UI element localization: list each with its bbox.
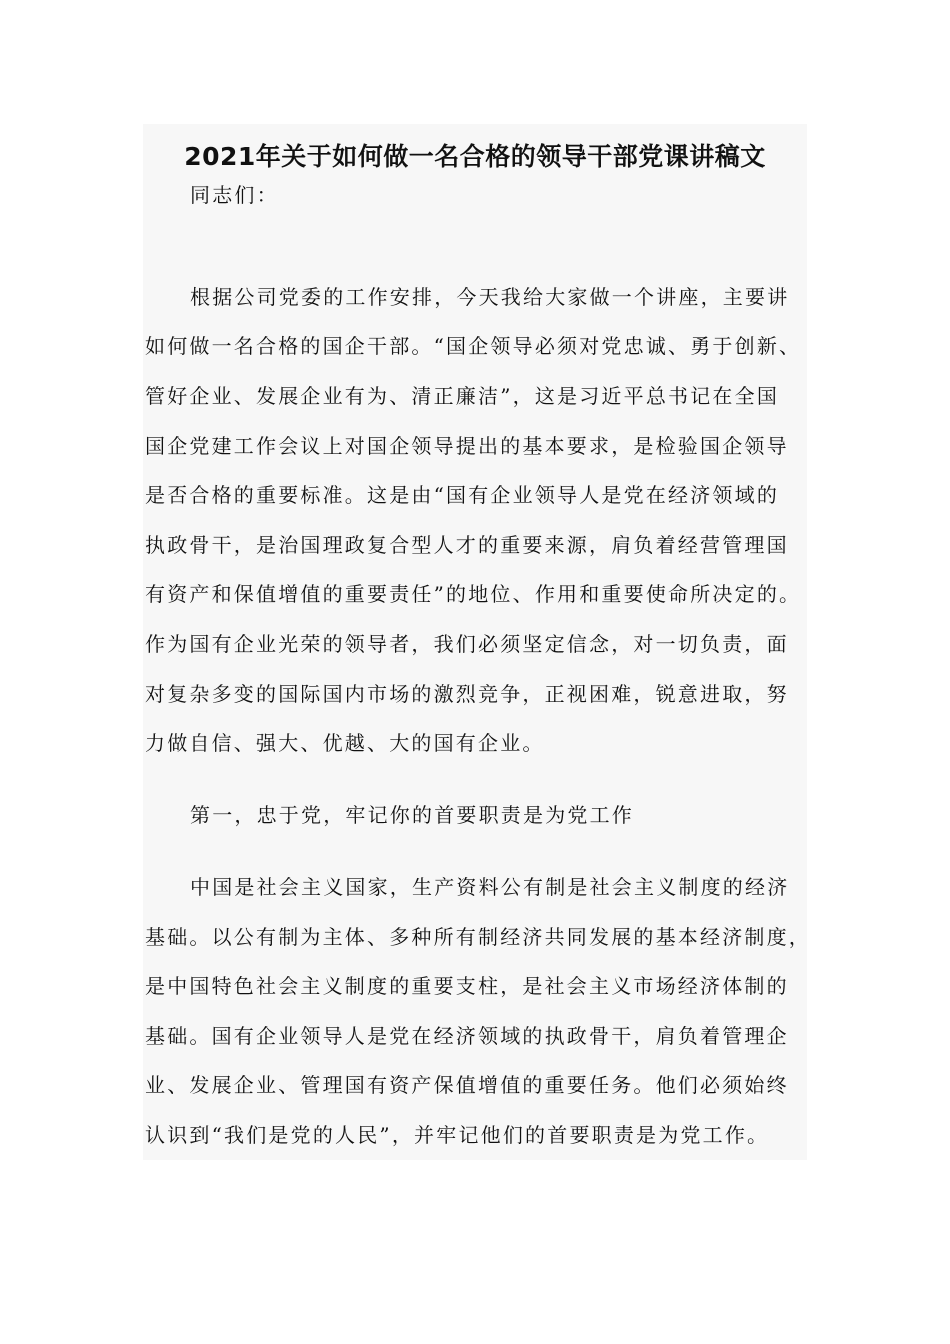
paragraph-2-line: 基础。国有企业领导人是党在经济领域的执政骨干，肩负着管理企	[145, 1024, 789, 1048]
paragraph-1-line: 执政骨干，是治国理政复合型人才的重要来源，肩负着经营管理国	[145, 533, 789, 557]
paragraph-1-line: 是否合格的重要标准。这是由“国有企业领导人是党在经济领域的	[145, 483, 780, 507]
paragraph-1-line: 管好企业、发展企业有为、清正廉洁”，这是习近平总书记在全国	[145, 384, 780, 408]
paragraph-1-line: 根据公司党委的工作安排，今天我给大家做一个讲座，主要讲	[190, 285, 790, 309]
section-1-heading: 第一，忠于党，牢记你的首要职责是为党工作	[190, 803, 634, 827]
paragraph-1-line: 国企党建工作会议上对国企领导提出的基本要求，是检验国企领导	[145, 434, 789, 458]
paragraph-1-line: 作为国有企业光荣的领导者，我们必须坚定信念，对一切负责，面	[145, 632, 789, 656]
paragraph-1-line: 力做自信、强大、优越、大的国有企业。	[145, 731, 545, 755]
salutation: 同志们：	[190, 183, 279, 207]
paragraph-1-line: 如何做一名合格的国企干部。“国企领导必须对党忠诚、勇于创新、	[145, 334, 802, 358]
document-title: 2021年关于如何做一名合格的领导干部党课讲稿文	[184, 142, 766, 171]
paragraph-2-line: 基础。以公有制为主体、多种所有制经济共同发展的基本经济制度，	[145, 925, 811, 949]
paragraph-2-line: 认识到“我们是党的人民”，并牢记他们的首要职责是为党工作。	[145, 1123, 770, 1147]
paragraph-2-line: 中国是社会主义国家，生产资料公有制是社会主义制度的经济	[190, 875, 790, 899]
paragraph-2-line: 业、发展企业、管理国有资产保值增值的重要任务。他们必须始终	[145, 1073, 789, 1097]
paragraph-1-line: 对复杂多变的国际国内市场的激烈竞争，正视困难，锐意进取，努	[145, 682, 789, 706]
paragraph-1-line: 有资产和保值增值的重要责任”的地位、作用和重要使命所决定的。	[145, 582, 802, 606]
paragraph-2-line: 是中国特色社会主义制度的重要支柱，是社会主义市场经济体制的	[145, 974, 789, 998]
